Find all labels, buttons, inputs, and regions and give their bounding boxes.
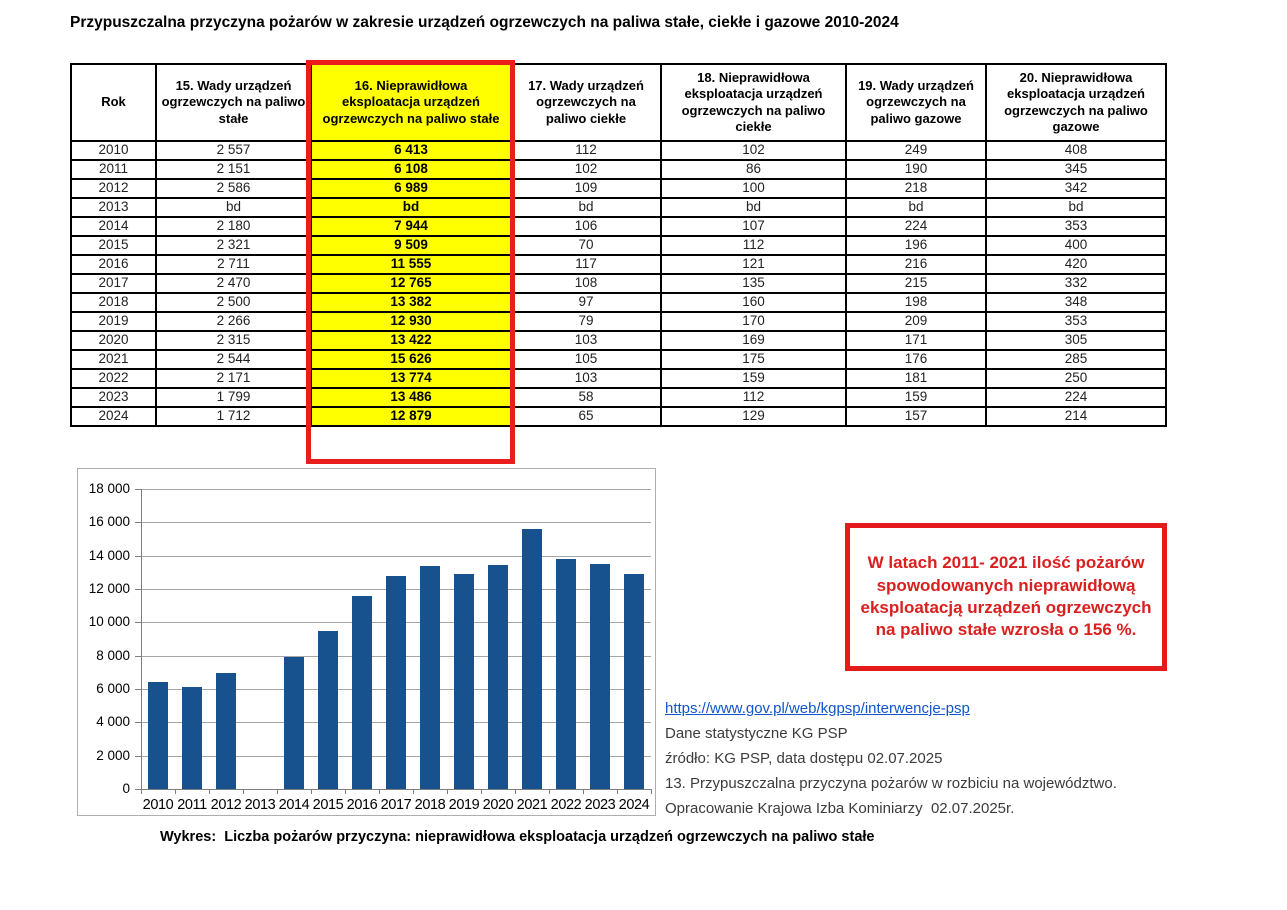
- x-axis-tick: [549, 789, 550, 794]
- y-axis-tick-label: 4 000: [96, 714, 130, 730]
- value-cell: 198: [846, 293, 986, 312]
- column-header: 18. Nieprawidłowa eksploatacja urządzeń ogrzewczych na paliwo ciekłe: [661, 64, 846, 141]
- value-cell: 70: [511, 236, 661, 255]
- bar: [352, 596, 372, 789]
- table-row: [71, 141, 1166, 160]
- page-title: Przypuszczalna przyczyna pożarów w zakresie urządzeń ogrzewczych na paliwa stałe, ciekłe i gazowe 2010-2024: [70, 14, 899, 31]
- fires-cause-table: [70, 63, 1167, 427]
- x-axis-tick-label: 2015: [312, 797, 344, 813]
- value-cell: 285: [986, 350, 1166, 369]
- value-cell: 2 171: [156, 369, 311, 388]
- value-cell: 196: [846, 236, 986, 255]
- x-axis-tick: [651, 789, 652, 794]
- x-axis-tick: [277, 789, 278, 794]
- x-axis-tick-label: 2010: [142, 797, 174, 813]
- value-cell: 58: [511, 388, 661, 407]
- value-cell: 250: [986, 369, 1166, 388]
- year-cell: 2018: [71, 293, 156, 312]
- value-cell: 332: [986, 274, 1166, 293]
- value-cell: 249: [846, 141, 986, 160]
- value-cell: 6 413: [311, 141, 511, 160]
- value-cell: 135: [661, 274, 846, 293]
- value-cell: 6 108: [311, 160, 511, 179]
- value-cell: 171: [846, 331, 986, 350]
- value-cell: 107: [661, 217, 846, 236]
- value-cell: bd: [986, 198, 1166, 217]
- bar: [420, 566, 440, 789]
- value-cell: 2 315: [156, 331, 311, 350]
- chart-gridline: [141, 556, 651, 557]
- value-cell: 2 711: [156, 255, 311, 274]
- x-axis-tick-label: 2022: [550, 797, 582, 813]
- value-cell: 112: [511, 141, 661, 160]
- value-cell: 345: [986, 160, 1166, 179]
- source-line: Opracowanie Krajowa Izba Kominiarzy 02.07.2025r.: [665, 800, 1015, 817]
- value-cell: 160: [661, 293, 846, 312]
- bar-chart: [77, 468, 656, 816]
- source-line: Dane statystyczne KG PSP: [665, 725, 848, 742]
- y-axis-tick-label: 14 000: [88, 547, 130, 563]
- value-cell: 103: [511, 331, 661, 350]
- source-link[interactable]: https://www.gov.pl/web/kgpsp/interwencje-psp: [665, 700, 970, 717]
- value-cell: 400: [986, 236, 1166, 255]
- value-cell: 2 470: [156, 274, 311, 293]
- value-cell: bd: [156, 198, 311, 217]
- column-header: 20. Nieprawidłowa eksploatacja urządzeń ogrzewczych na paliwo gazowe: [986, 64, 1166, 141]
- value-cell: 159: [661, 369, 846, 388]
- chart-gridline: [141, 789, 651, 790]
- x-axis-tick: [379, 789, 380, 794]
- value-cell: 215: [846, 274, 986, 293]
- value-cell: 105: [511, 350, 661, 369]
- source-line: 13. Przypuszczalna przyczyna pożarów w rozbiciu na województwo.: [665, 775, 1117, 792]
- value-cell: 117: [511, 255, 661, 274]
- x-axis-tick: [243, 789, 244, 794]
- value-cell: 2 321: [156, 236, 311, 255]
- x-axis-tick-label: 2023: [584, 797, 616, 813]
- chart-caption: Wykres: Liczba pożarów przyczyna: nieprawidłowa eksploatacja urządzeń ogrzewczych na paliwo stałe: [160, 829, 875, 845]
- bar: [318, 631, 338, 790]
- x-axis-tick: [515, 789, 516, 794]
- bar: [488, 565, 508, 789]
- annotation-text: W latach 2011- 2021 ilość pożarów spowodowanych nieprawidłową eksploatacją urządzeń ogrzewczych na paliwo stałe wzrosła o 156 %.: [860, 553, 1152, 640]
- value-cell: 169: [661, 331, 846, 350]
- value-cell: 102: [661, 141, 846, 160]
- x-axis-tick: [209, 789, 210, 794]
- value-cell: 112: [661, 236, 846, 255]
- year-cell: 2015: [71, 236, 156, 255]
- year-cell: 2013: [71, 198, 156, 217]
- x-axis-tick: [141, 789, 142, 794]
- value-cell: 79: [511, 312, 661, 331]
- value-cell: 13 382: [311, 293, 511, 312]
- table-row: [71, 331, 1166, 350]
- y-axis-tick-label: 12 000: [88, 581, 130, 596]
- value-cell: 102: [511, 160, 661, 179]
- bar: [284, 657, 304, 789]
- value-cell: 2 151: [156, 160, 311, 179]
- value-cell: 159: [846, 388, 986, 407]
- value-cell: 103: [511, 369, 661, 388]
- year-cell: 2021: [71, 350, 156, 369]
- x-axis-tick-label: 2024: [618, 797, 650, 813]
- column-header: 16. Nieprawidłowa eksploatacja urządzeń ogrzewczych na paliwo stałe: [311, 64, 511, 141]
- value-cell: 13 422: [311, 331, 511, 350]
- value-cell: bd: [846, 198, 986, 217]
- column-header: Rok: [71, 64, 156, 141]
- value-cell: 216: [846, 255, 986, 274]
- value-cell: 353: [986, 312, 1166, 331]
- x-axis-tick-label: 2018: [414, 797, 446, 813]
- value-cell: bd: [661, 198, 846, 217]
- value-cell: 2 500: [156, 293, 311, 312]
- x-axis-tick: [447, 789, 448, 794]
- x-axis-tick-label: 2016: [346, 797, 378, 813]
- bar: [454, 574, 474, 790]
- value-cell: 1 712: [156, 407, 311, 426]
- y-axis-tick-label: 18 000: [88, 481, 130, 496]
- x-axis-tick-label: 2012: [210, 797, 242, 813]
- source-line: źródło: KG PSP, data dostępu 02.07.2025: [665, 750, 943, 767]
- bar: [522, 529, 542, 789]
- year-cell: 2019: [71, 312, 156, 331]
- value-cell: 209: [846, 312, 986, 331]
- value-cell: 190: [846, 160, 986, 179]
- table-row: [71, 179, 1166, 198]
- value-cell: 175: [661, 350, 846, 369]
- value-cell: bd: [311, 198, 511, 217]
- chart-gridline: [141, 522, 651, 523]
- bar: [216, 673, 236, 790]
- x-axis-tick: [481, 789, 482, 794]
- value-cell: 2 266: [156, 312, 311, 331]
- value-cell: 109: [511, 179, 661, 198]
- column-header: 15. Wady urządzeń ogrzewczych na paliwo stałe: [156, 64, 311, 141]
- value-cell: 176: [846, 350, 986, 369]
- x-axis-tick-label: 2021: [516, 797, 548, 813]
- value-cell: 224: [846, 217, 986, 236]
- y-axis-line: [141, 489, 142, 790]
- table-row: [71, 236, 1166, 255]
- value-cell: 1 799: [156, 388, 311, 407]
- value-cell: 181: [846, 369, 986, 388]
- value-cell: 348: [986, 293, 1166, 312]
- value-cell: 7 944: [311, 217, 511, 236]
- column-header: 17. Wady urządzeń ogrzewczych na paliwo ciekłe: [511, 64, 661, 141]
- value-cell: 121: [661, 255, 846, 274]
- x-axis-tick-label: 2014: [278, 797, 310, 813]
- value-cell: 129: [661, 407, 846, 426]
- bar: [624, 574, 644, 789]
- chart-gridline: [141, 489, 651, 490]
- value-cell: 6 989: [311, 179, 511, 198]
- bar: [590, 564, 610, 789]
- year-cell: 2023: [71, 388, 156, 407]
- value-cell: 420: [986, 255, 1166, 274]
- y-axis-tick-label: 6 000: [96, 681, 130, 696]
- y-axis-tick-label: 10 000: [88, 614, 130, 630]
- value-cell: bd: [511, 198, 661, 217]
- x-axis-tick-label: 2020: [482, 797, 514, 813]
- x-axis-tick: [413, 789, 414, 794]
- bar: [182, 687, 202, 789]
- value-cell: 13 486: [311, 388, 511, 407]
- value-cell: 2 180: [156, 217, 311, 236]
- value-cell: 12 879: [311, 407, 511, 426]
- table-row: [71, 198, 1166, 217]
- value-cell: 305: [986, 331, 1166, 350]
- table-row: [71, 369, 1166, 388]
- x-axis-tick-label: 2017: [380, 797, 412, 813]
- value-cell: 108: [511, 274, 661, 293]
- table-row: [71, 407, 1166, 426]
- value-cell: 12 765: [311, 274, 511, 293]
- table-row: [71, 274, 1166, 293]
- table-row: [71, 217, 1166, 236]
- year-cell: 2022: [71, 369, 156, 388]
- year-cell: 2024: [71, 407, 156, 426]
- value-cell: 100: [661, 179, 846, 198]
- x-axis-tick: [617, 789, 618, 794]
- value-cell: 97: [511, 293, 661, 312]
- y-axis-tick-label: 0: [122, 781, 130, 796]
- x-axis-tick: [311, 789, 312, 794]
- y-axis-tick-label: 16 000: [88, 514, 130, 530]
- value-cell: 112: [661, 388, 846, 407]
- value-cell: 170: [661, 312, 846, 331]
- value-cell: 353: [986, 217, 1166, 236]
- x-axis-tick-label: 2011: [177, 797, 207, 813]
- value-cell: 2 544: [156, 350, 311, 369]
- bar: [148, 682, 168, 789]
- x-axis-tick: [175, 789, 176, 794]
- bar: [386, 576, 406, 789]
- source-block: [665, 696, 1117, 821]
- value-cell: 342: [986, 179, 1166, 198]
- value-cell: 9 509: [311, 236, 511, 255]
- annotation-box: [845, 523, 1167, 671]
- value-cell: 11 555: [311, 255, 511, 274]
- value-cell: 2 586: [156, 179, 311, 198]
- value-cell: 408: [986, 141, 1166, 160]
- value-cell: 218: [846, 179, 986, 198]
- value-cell: 15 626: [311, 350, 511, 369]
- x-axis-tick-label: 2013: [244, 797, 276, 813]
- value-cell: 157: [846, 407, 986, 426]
- table-row: [71, 293, 1166, 312]
- y-axis-tick-label: 2 000: [96, 747, 130, 763]
- year-cell: 2016: [71, 255, 156, 274]
- value-cell: 12 930: [311, 312, 511, 331]
- column-header: 19. Wady urządzeń ogrzewczych na paliwo gazowe: [846, 64, 986, 141]
- value-cell: 106: [511, 217, 661, 236]
- year-cell: 2014: [71, 217, 156, 236]
- year-cell: 2012: [71, 179, 156, 198]
- value-cell: 13 774: [311, 369, 511, 388]
- table-row: [71, 255, 1166, 274]
- year-cell: 2011: [71, 160, 156, 179]
- y-axis-tick-label: 8 000: [96, 647, 130, 663]
- table-row: [71, 160, 1166, 179]
- x-axis-tick-label: 2019: [448, 797, 480, 813]
- year-cell: 2020: [71, 331, 156, 350]
- table-row: [71, 350, 1166, 369]
- year-cell: 2010: [71, 141, 156, 160]
- value-cell: 2 557: [156, 141, 311, 160]
- bar: [556, 559, 576, 789]
- table-header-row: [71, 64, 1166, 141]
- table-row: [71, 312, 1166, 331]
- value-cell: 214: [986, 407, 1166, 426]
- x-axis-tick: [345, 789, 346, 794]
- value-cell: 65: [511, 407, 661, 426]
- table-row: [71, 388, 1166, 407]
- value-cell: 224: [986, 388, 1166, 407]
- x-axis-tick: [583, 789, 584, 794]
- value-cell: 86: [661, 160, 846, 179]
- year-cell: 2017: [71, 274, 156, 293]
